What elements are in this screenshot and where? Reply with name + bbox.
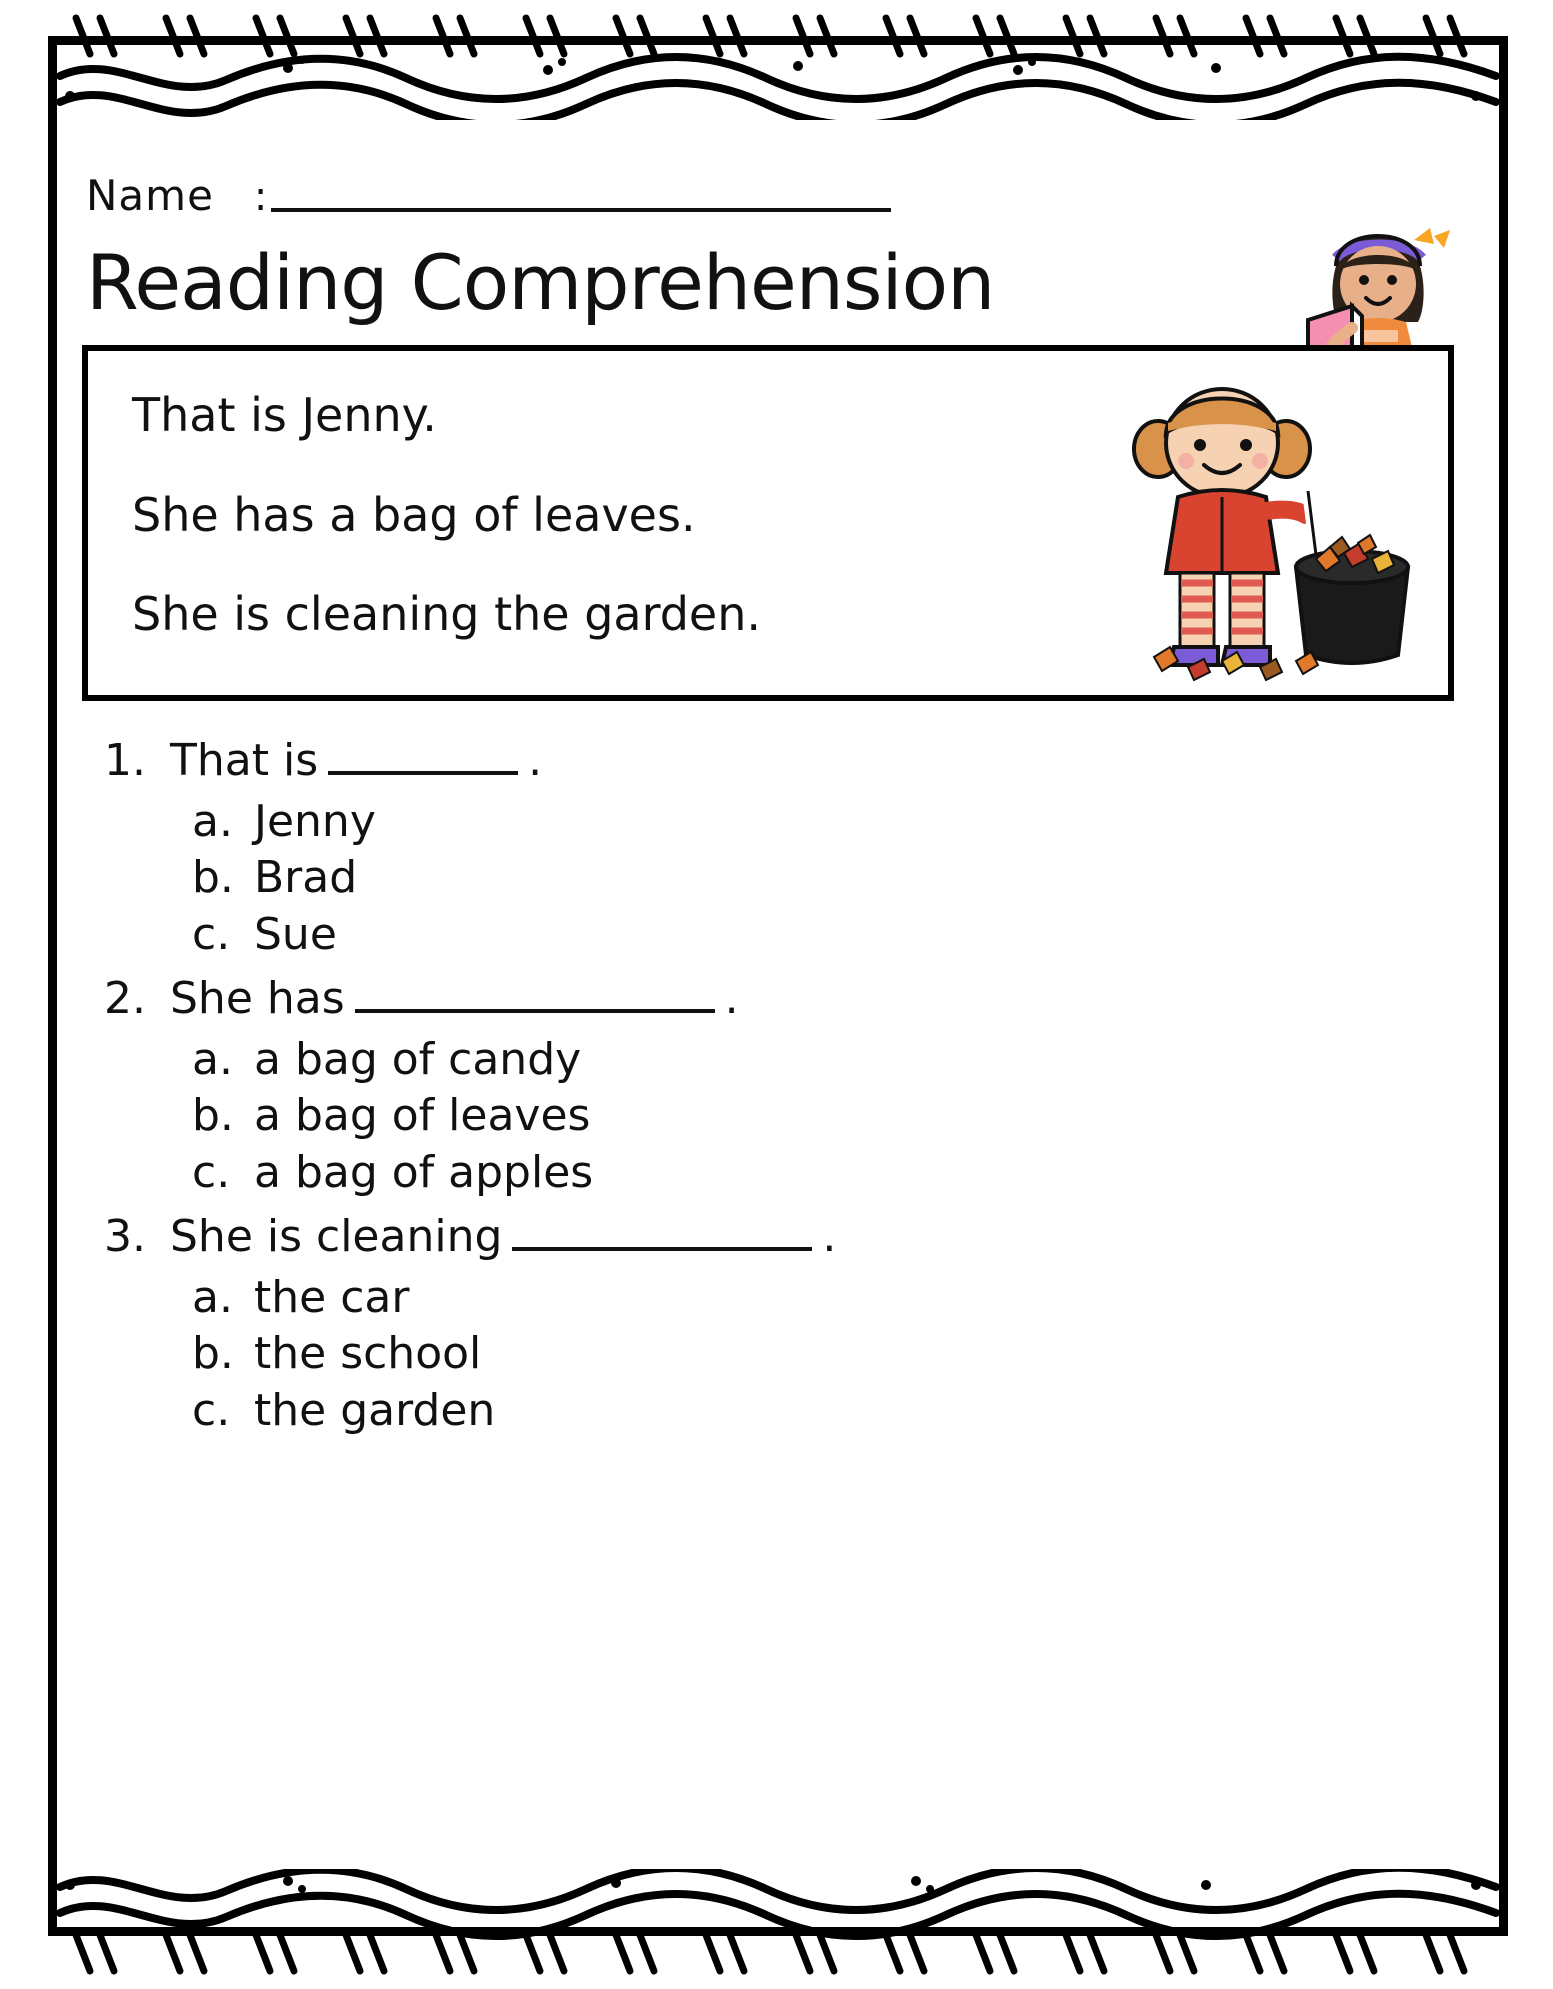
- choice-option[interactable]: [192, 1145, 1478, 1201]
- choice-letter: a.: [192, 1033, 233, 1085]
- wavy-doodle-border-icon: [56, 10, 1500, 120]
- question-period: .: [528, 735, 543, 786]
- name-input-line[interactable]: [271, 207, 891, 212]
- passage-line: She is cleaning the garden.: [132, 587, 761, 641]
- page-title: Reading Comprehension: [86, 238, 995, 327]
- choice-option[interactable]: [192, 907, 1478, 963]
- choices-list: [192, 794, 1478, 963]
- choice-letter: c.: [192, 1146, 231, 1198]
- worksheet-content: [78, 150, 1478, 1449]
- name-colon: :: [253, 174, 268, 220]
- choice-letter: a.: [192, 796, 233, 847]
- name-row: [78, 150, 1478, 220]
- question-line: [104, 1211, 1478, 1262]
- choice-text: the garden: [254, 1384, 496, 1436]
- choice-option[interactable]: [192, 1383, 1478, 1439]
- choice-text: Jenny: [254, 796, 376, 847]
- name-label: Name: [86, 171, 214, 220]
- choice-letter: c.: [192, 908, 231, 960]
- choice-letter: b.: [192, 852, 234, 904]
- question-number: 3.: [104, 1210, 146, 1262]
- title-row: [78, 238, 1478, 327]
- choice-letter: c.: [192, 1384, 231, 1436]
- answer-blank[interactable]: [355, 1008, 715, 1013]
- question-line: [104, 735, 1478, 786]
- choice-text: a bag of candy: [254, 1033, 582, 1085]
- question-block: [104, 1211, 1478, 1439]
- choices-list: [192, 1032, 1478, 1201]
- question-period: .: [822, 1210, 837, 1262]
- question-number: 2.: [104, 972, 146, 1024]
- choice-option[interactable]: [192, 794, 1478, 850]
- wavy-doodle-border-icon: [56, 1869, 1500, 1979]
- choice-option[interactable]: [192, 1088, 1478, 1144]
- question-text: She is cleaning: [170, 1210, 503, 1262]
- passage-line: That is Jenny.: [132, 388, 437, 442]
- choice-text: Sue: [254, 908, 337, 960]
- question-text: That is: [170, 735, 319, 786]
- answer-blank[interactable]: [512, 1246, 812, 1251]
- answer-blank[interactable]: [328, 770, 518, 775]
- choice-text: the school: [254, 1328, 482, 1380]
- question-block: [104, 735, 1478, 963]
- top-border-decoration: [56, 10, 1500, 120]
- passage-line: She has a bag of leaves.: [132, 487, 696, 542]
- question-block: [104, 973, 1478, 1201]
- choice-option[interactable]: [192, 1032, 1478, 1088]
- question-period: .: [724, 972, 739, 1024]
- choice-letter: b.: [192, 1090, 234, 1142]
- choice-option[interactable]: [192, 1326, 1478, 1382]
- bottom-border-decoration: [56, 1869, 1500, 1979]
- question-line: [104, 973, 1478, 1024]
- questions-list: [104, 735, 1478, 1439]
- question-number: 1.: [104, 735, 146, 786]
- girl-raking-leaves-icon: [1100, 371, 1430, 693]
- passage-box: [82, 345, 1454, 701]
- choice-text: a bag of apples: [254, 1146, 594, 1198]
- question-text: She has: [170, 972, 345, 1024]
- choice-option[interactable]: [192, 850, 1478, 906]
- choice-text: the car: [254, 1271, 410, 1323]
- passage-text: [88, 351, 952, 644]
- choice-text: Brad: [254, 852, 358, 904]
- choices-list: [192, 1270, 1478, 1439]
- choice-option[interactable]: [192, 1270, 1478, 1326]
- choice-letter: b.: [192, 1328, 234, 1380]
- choice-text: a bag of leaves: [254, 1090, 591, 1142]
- choice-letter: a.: [192, 1271, 233, 1323]
